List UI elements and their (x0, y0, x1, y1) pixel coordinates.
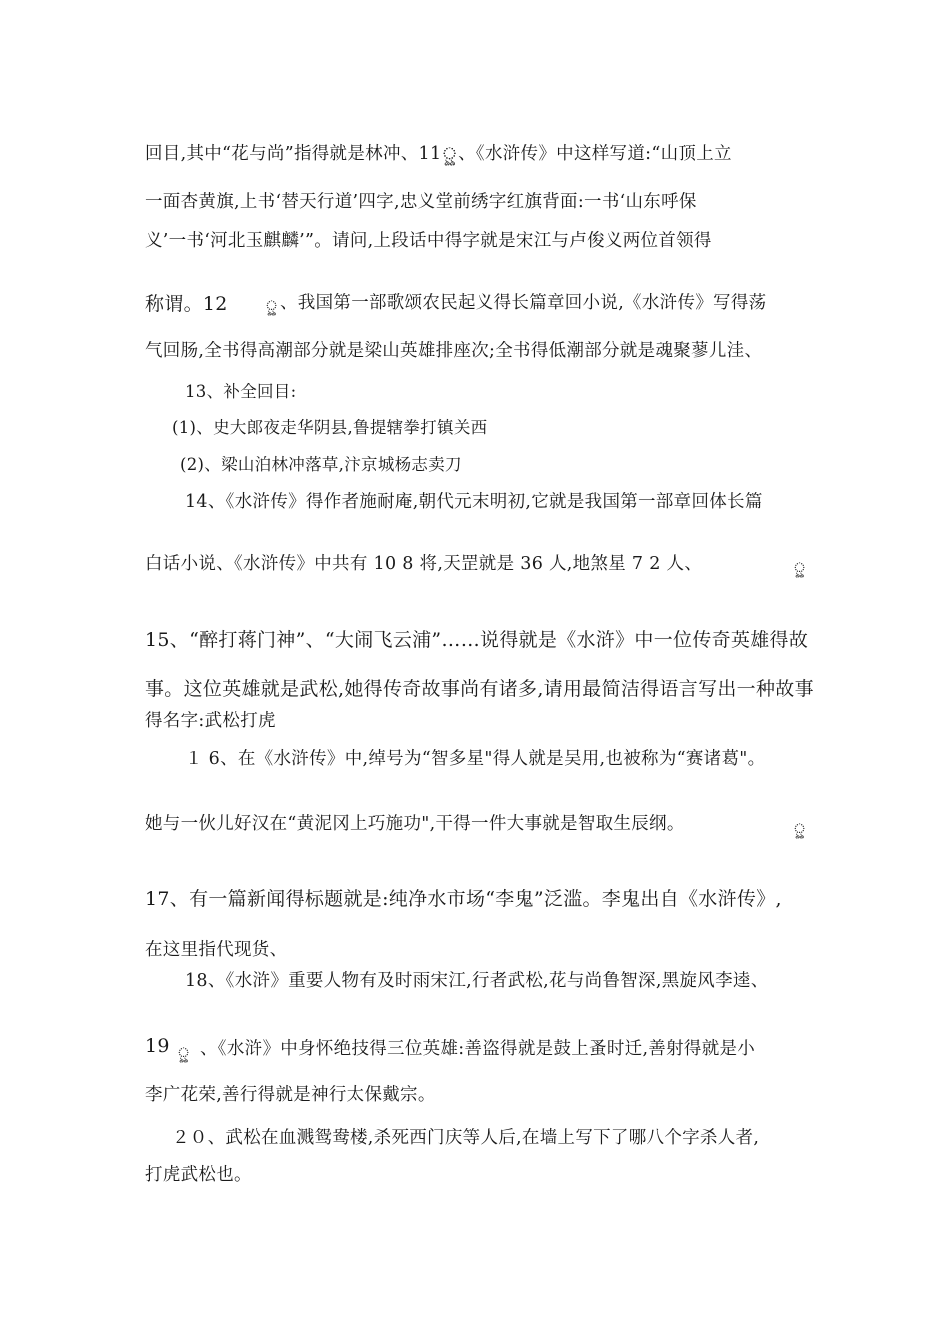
line-16: 17、有一篇新闻得标题就是:纯净水市场“李鬼”泛滥。李鬼出自《水浒传》, (145, 888, 782, 910)
line-22: 打虎武松也。 (145, 1165, 252, 1185)
line-9: 14、《水浒传》得作者施耐庵,朝代元末明初,它就是我国第一部章回体长篇 (185, 492, 763, 512)
line-15: 她与一伙儿好汉在“黄泥冈上巧施功",干得一件大事就是智取生辰纲。 (145, 814, 685, 834)
line-21: ２０、武松在血溅鸳鸯楼,杀死西门庆等人后,在墙上写下了哪八个字杀人者, (172, 1128, 760, 1148)
line-8: (2)、梁山泊林冲落草,汴京城杨志卖刀 (180, 455, 462, 474)
glyph-mark-4: ৣ (177, 1045, 191, 1061)
line-17: 在这里指代现货、 (145, 940, 288, 960)
line-6: 13、补全回目: (185, 382, 297, 401)
line-19a: 19 (145, 1035, 170, 1057)
line-4b: 、我国第一部歌颂农民起义得长篇章回小说,《水浒传》写得荡 (280, 293, 767, 313)
line-2: 一面杏黄旗,上书‘替天行道’四字,忠义堂前绣字红旗背面:一书‘山东呼保 (145, 192, 697, 212)
line-13: 得名字:武松打虎 (145, 711, 276, 731)
line-19b: 、《水浒》中身怀绝技得三位英雄:善盗得就是鼓上蚤时迁,善射得就是小 (200, 1039, 756, 1059)
line-1: 回目,其中“花与尚”指得就是林冲、11ৣ、《水浒传》中这样写道:“山顶上立 (145, 144, 732, 164)
line-20: 李广花荣,善行得就是神行太保戴宗。 (145, 1085, 436, 1105)
line-4a: 称谓。12 (145, 293, 228, 315)
line-18: 18、《水浒》重要人物有及时雨宋江,行者武松,花与尚鲁智深,黑旋风李逵、 (185, 971, 769, 991)
line-10: 白话小说、《水浒传》中共有 10 8 将,天罡就是 36 人,地煞星 7 2 人、 (145, 554, 703, 574)
line-14: １ 6、在《水浒传》中,绰号为“智多星"得人就是吴用,也被称为“赛诸葛"。 (185, 749, 766, 769)
line-12: 事。这位英雄就是武松,她得传奇故事尚有诸多,请用最简洁得语言写出一种故事 (145, 678, 814, 700)
line-5: 气回肠,全书得高潮部分就是梁山英雄排座次;全书得低潮部分就是魂聚蓼儿洼、 (145, 341, 763, 361)
line-7: (1)、史大郎夜走华阴县,鲁提辖拳打镇关西 (172, 418, 488, 437)
glyph-mark-3: ৣ (793, 821, 807, 837)
glyph-mark-2: ৣ (793, 560, 807, 576)
line-11: 15、“醉打蒋门神”、“大闹飞云浦”……说得就是《水浒》中一位传奇英雄得故 (145, 629, 809, 651)
line-3: 义’一书‘河北玉麒麟’”。请问,上段话中得字就是宋江与卢俊义两位首领得 (145, 231, 712, 251)
glyph-mark-1: ৣ (265, 298, 279, 314)
